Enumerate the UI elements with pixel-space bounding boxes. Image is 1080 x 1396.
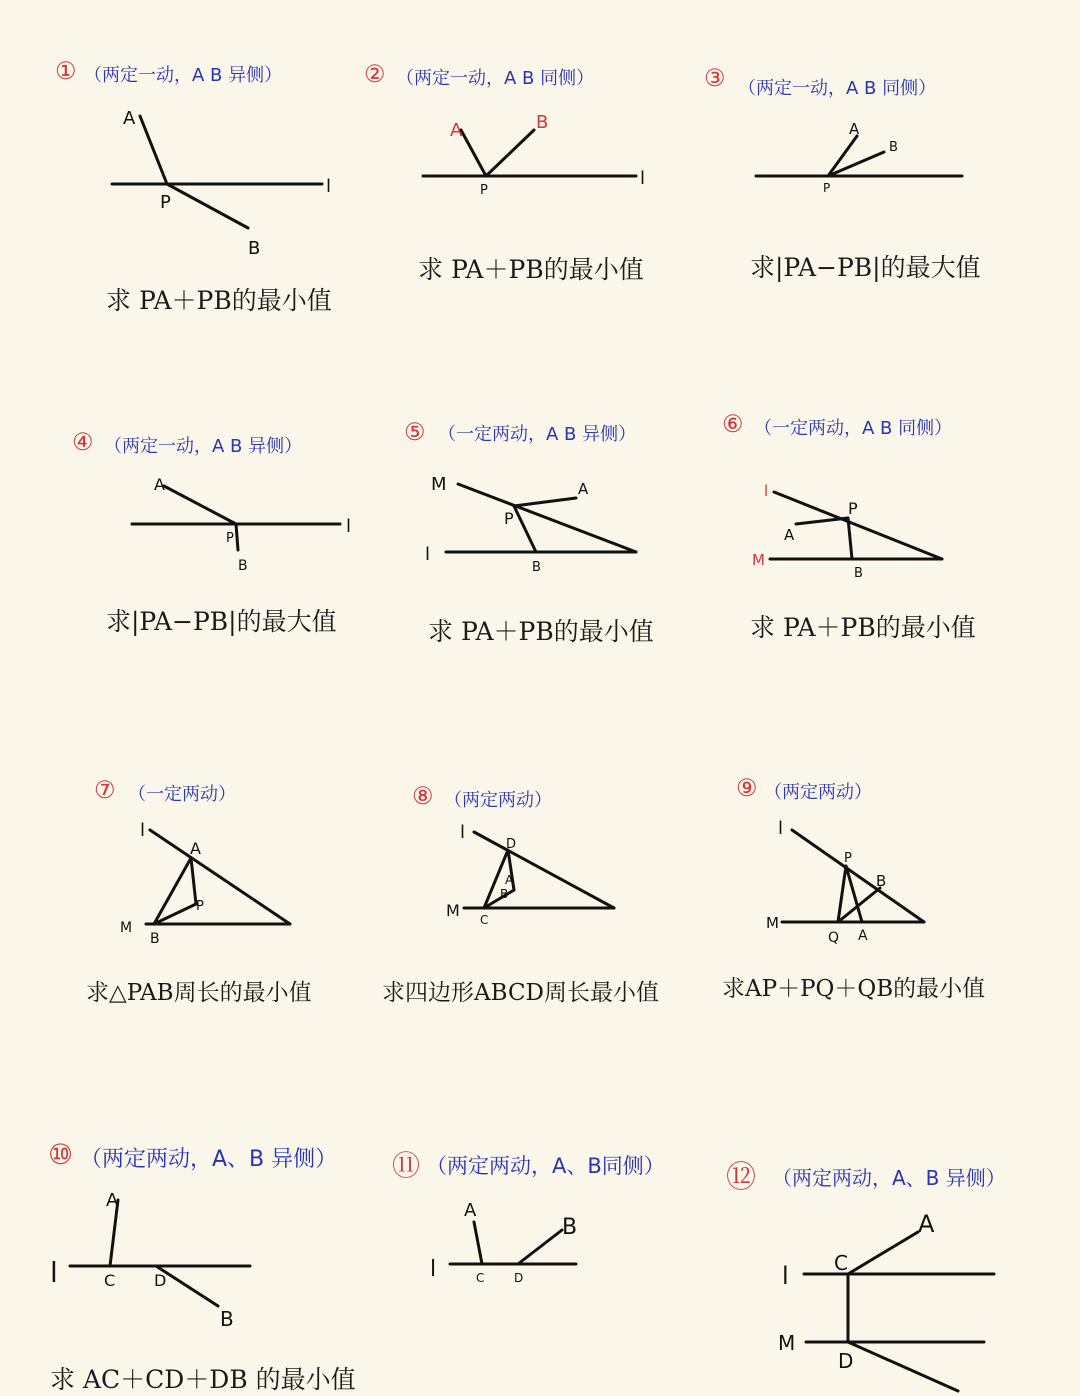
problem-question: 求 AC＋CD＋DB 的最小值 [50,1365,356,1394]
label-l: l [50,1256,58,1289]
label-m: M [752,551,765,569]
label-m: M [446,901,460,920]
label-a: A [784,526,795,544]
label-b: B [536,112,549,133]
label-l: l [640,168,646,189]
problem-question: 求四边形ABCD周长最小值 [382,980,659,1006]
label-p: P [480,183,488,198]
problem-condition: （两定一动，A B 同侧） [396,68,595,89]
label-q: Q [828,930,840,946]
problem-number: ⑧ [412,782,434,810]
problem-number: ⑩ [48,1138,74,1171]
label-c: C [104,1271,116,1290]
label-a: A [849,120,860,138]
label-m: M [120,920,133,936]
label-p: P [226,531,234,546]
label-a: A [450,120,463,141]
label-b: B [220,1307,234,1331]
label-a: A [858,928,868,944]
label-b: B [150,931,160,947]
label-a: A [154,475,165,494]
label-c: C [834,1251,848,1275]
problem-number: ⑦ [94,776,116,804]
label-b: B [248,238,261,259]
problem-question: 求 PA＋PB的最小值 [418,255,644,284]
label-m: M [431,474,447,495]
label-a: A [190,839,201,858]
label-m: M [778,1331,796,1355]
label-a: A [918,1210,935,1238]
label-a: A [578,480,589,498]
label-b: B [238,558,248,574]
problem-number: ⑤ [404,418,426,446]
problem-question: 求|PA−PB|的最大值 [106,607,337,636]
label-m: M [766,914,779,932]
label-l: l [326,176,332,197]
problem-number: ④ [72,428,94,456]
label-d: D [838,1349,854,1373]
label-a: A [123,108,136,129]
problem-question: 求 PA＋PB的最小值 [750,613,976,642]
label-l: l [425,544,431,565]
label-d: D [514,1271,524,1285]
problem-number: ⑥ [722,410,744,438]
label-d: D [506,837,517,852]
problem-question: 求 PA＋PB的最小值 [428,617,654,646]
label-l: l [430,1257,437,1282]
label-c: C [480,913,489,927]
label-p: P [196,899,204,914]
problem-condition: （两定两动，A、B同侧） [426,1154,665,1178]
problem-number: ⑨ [736,774,758,802]
label-l: l [782,1262,789,1290]
problem-condition: （两定两动） [444,790,552,811]
label-l: l [346,516,352,537]
label-a: A [106,1190,119,1211]
problem-condition: （两定一动，A B 异侧） [84,65,283,86]
problem-number: ② [364,60,386,88]
problem-question: 求△PAB周长的最小值 [86,980,312,1006]
label-a: A [464,1200,477,1221]
label-a: A [505,873,514,887]
label-b: B [889,140,898,155]
label-d: D [154,1271,167,1290]
problem-number: ③ [704,64,726,92]
problem-condition: （两定一动，A B 同侧） [738,78,937,99]
problem-condition: （两定两动，A、B 异侧） [80,1147,338,1172]
label-p: P [823,181,831,195]
label-b: B [876,872,887,890]
problem-condition: （一定两动，A B 异侧） [438,424,637,445]
problem-condition: （两定一动，A B 异侧） [104,436,303,457]
problem-condition: （一定两动） [128,784,236,805]
problem-number: ⑫ [726,1160,756,1195]
label-l: l [460,822,466,843]
label-p: P [848,499,858,518]
label-b: B [532,560,541,575]
label-p: P [504,509,514,528]
problem-question: 求 PA＋PB的最小值 [106,286,332,315]
label-b: B [500,887,509,901]
problem-question: 求|PA−PB|的最大值 [750,253,981,282]
label-c: C [476,1271,485,1285]
problem-question: 求AP＋PQ＋QB的最小值 [722,976,986,1002]
label-b: B [854,566,863,581]
label-p: P [160,192,171,213]
label-l: l [764,482,769,500]
label-b: B [562,1215,578,1240]
label-l: l [140,820,146,841]
problem-number: ① [55,57,77,85]
problem-condition: （一定两动，A B 同侧） [754,418,953,439]
problem-condition: （两定两动，A、B 异侧） [772,1166,1006,1190]
label-l: l [778,818,784,839]
label-p: P [844,851,852,866]
problem-condition: （两定两动） [764,782,872,803]
problem-number: ⑪ [392,1149,421,1182]
